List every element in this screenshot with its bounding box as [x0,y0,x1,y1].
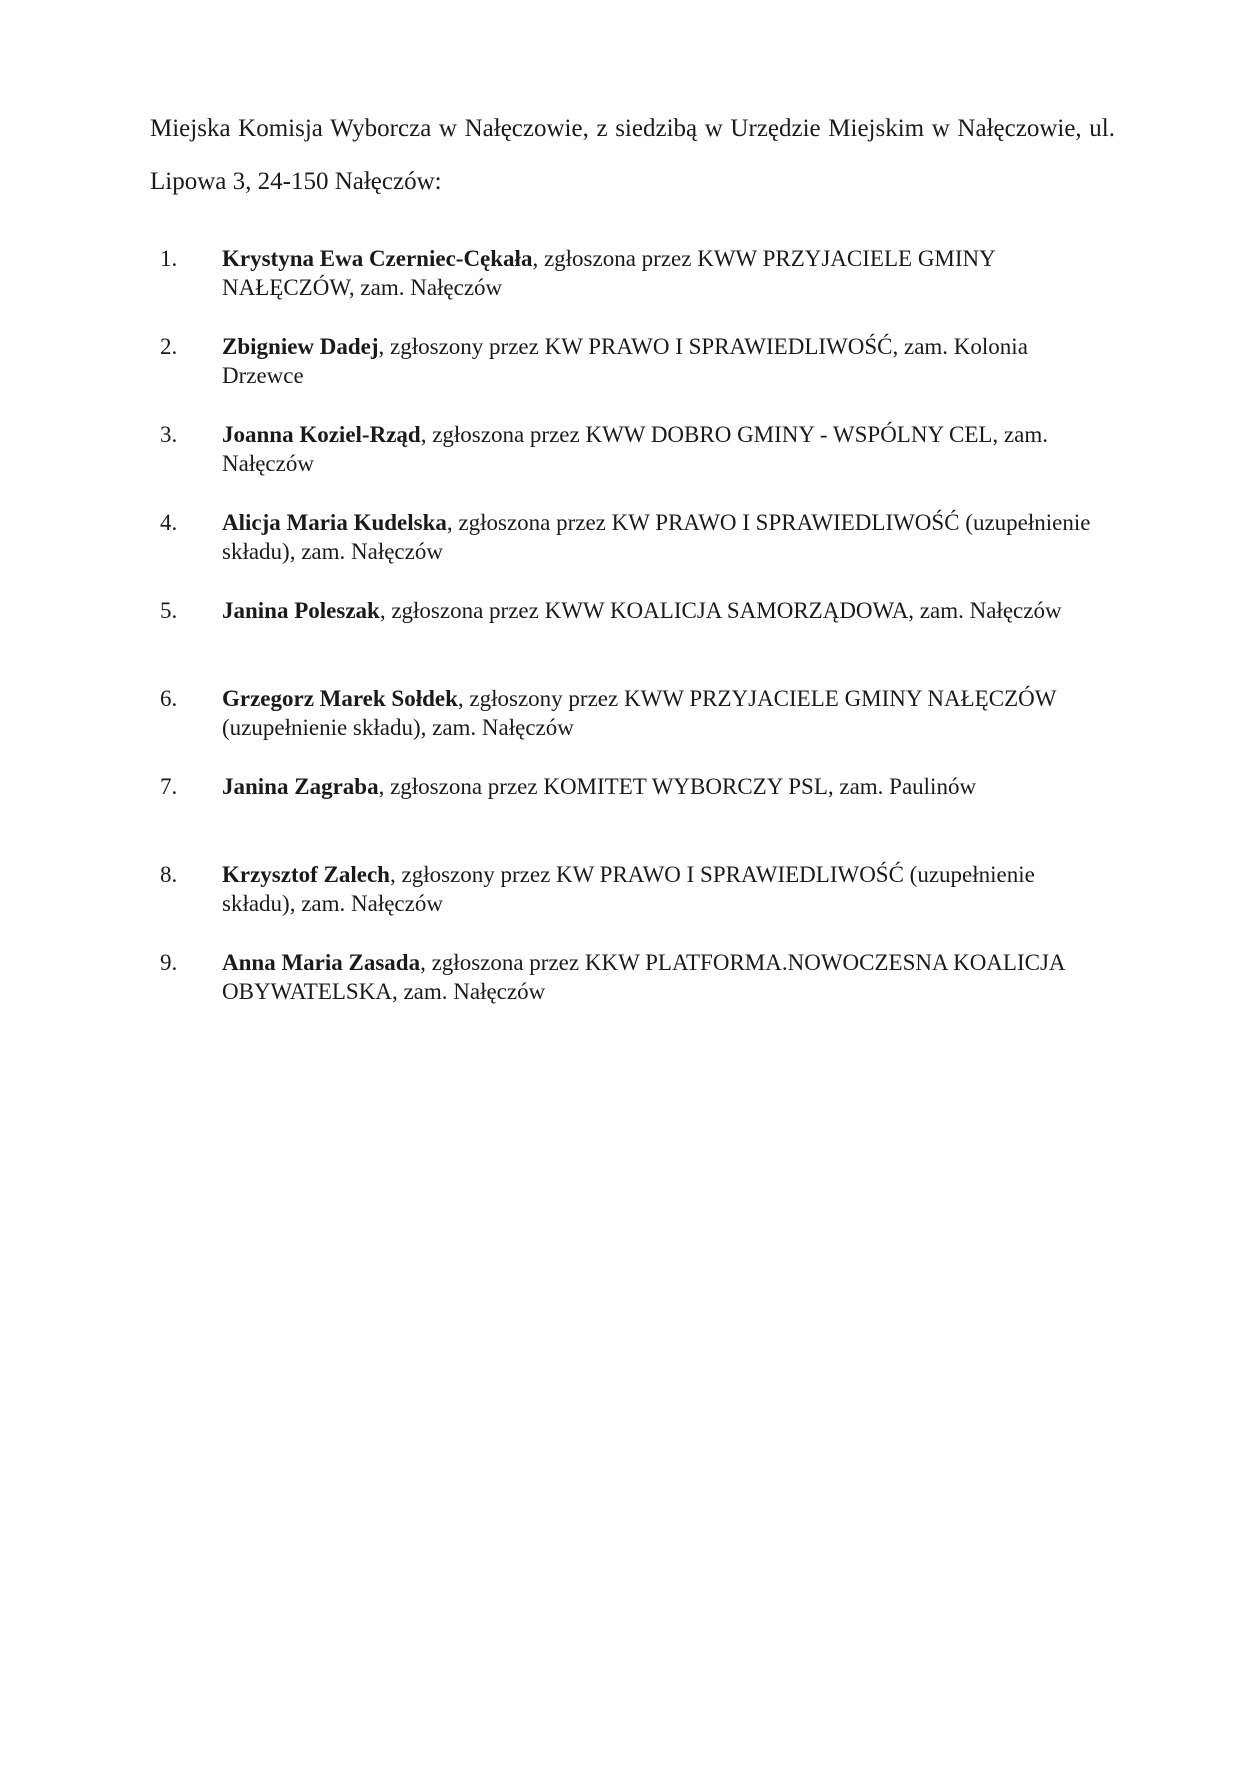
member-name: Joanna Koziel-Rząd [222,422,421,447]
member-details: , zgłoszona przez KWW KOALICJA SAMORZĄDOWA, zam. Nałęczów [379,598,1062,623]
member-name: Anna Maria Zasada [222,950,421,975]
member-details: , zgłoszony przez KW PRAWO I SPRAWIEDLIWOŚĆ (uzupełnienie składu), zam. Nałęczów [222,862,1035,916]
member-details: , zgłoszona przez KWW DOBRO GMINY - WSPÓLNY CEL, zam. Nałęczów [222,422,1048,476]
item-text [222,508,1102,566]
item-number: 8. [160,862,178,887]
item-text [222,332,1102,390]
item-text [222,596,1102,625]
member-details: , zgłoszona przez KOMITET WYBORCZY PSL, zam. Paulinów [378,774,977,799]
item-text [222,860,1102,918]
item-number: 2. [160,334,178,359]
list-item [0,948,1260,1006]
member-name: Alicja Maria Kudelska [222,510,447,535]
item-text [222,684,1102,742]
item-number: 1. [160,246,178,271]
list-item [0,244,1260,302]
member-details: , zgłoszona przez KWW PRZYJACIELE GMINY NAŁĘCZÓW, zam. Nałęczów [222,246,995,300]
list-item [0,508,1260,566]
member-details: , zgłoszony przez KW PRAWO I SPRAWIEDLIWOŚĆ, zam. Kolonia Drzewce [222,334,1028,388]
item-text [222,772,1102,801]
member-name: Janina Poleszak [222,598,380,623]
item-text [222,948,1102,1006]
member-name: Janina Zagraba [222,774,379,799]
item-text [222,420,1102,478]
item-number: 9. [160,950,178,975]
member-list [0,244,1260,1036]
list-item [0,420,1260,478]
commission-intro: Miejska Komisja Wyborcza w Nałęczowie, z siedzibą w Urzędzie Miejskim w Nałęczowie, ul. Lipowa 3, 24-150 Nałęczów: [150,115,1115,195]
list-item [0,860,1260,918]
item-number: 3. [160,422,178,447]
item-number: 4. [160,510,178,535]
item-number: 5. [160,598,178,623]
list-item [0,772,1260,830]
member-name: Zbigniew Dadej [222,334,379,359]
item-number: 6. [160,686,178,711]
member-name: Krystyna Ewa Czerniec-Cękała [222,246,533,271]
member-details: , zgłoszony przez KWW PRZYJACIELE GMINY NAŁĘCZÓW (uzupełnienie składu), zam. Nałęczów [222,686,1057,740]
list-item [0,596,1260,654]
list-item [0,332,1260,390]
member-details: , zgłoszona przez KKW PLATFORMA.NOWOCZESNA KOALICJA OBYWATELSKA, zam. Nałęczów [222,950,1065,1004]
item-text [222,244,1102,302]
list-item [0,684,1260,742]
item-number: 7. [160,774,178,799]
member-name: Grzegorz Marek Sołdek [222,686,458,711]
member-name: Krzysztof Zalech [222,862,390,887]
member-details: , zgłoszona przez KW PRAWO I SPRAWIEDLIWOŚĆ (uzupełnienie składu), zam. Nałęczów [222,510,1091,564]
